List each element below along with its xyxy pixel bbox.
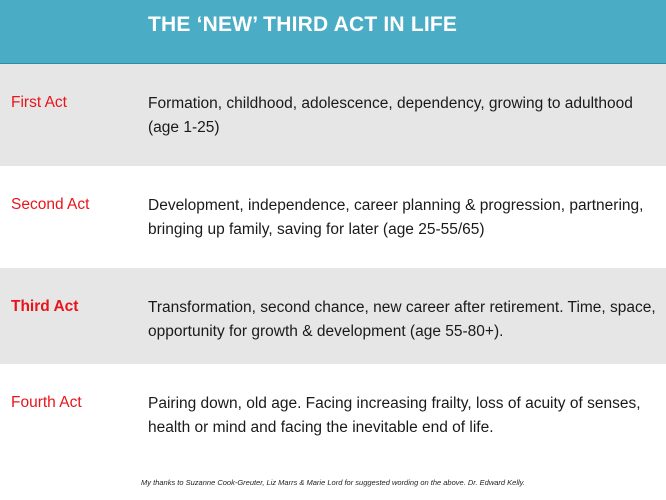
act-description-fourth: Pairing down, old age. Facing increasing frailty, loss of acuity of senses, health or mind and facing the inevitable end of life.	[148, 395, 641, 436]
footnote-credits: My thanks to Suzanne Cook-Greuter, Liz Marrs & Marie Lord for suggested wording on the above. Dr. Edward Kelly.	[141, 478, 525, 487]
act-row-fourth	[0, 365, 666, 468]
title-banner	[0, 0, 666, 64]
act-description-first: Formation, childhood, adolescence, dependency, growing to adulthood (age 1-25)	[148, 95, 633, 136]
act-label-third: Third Act	[11, 298, 79, 315]
act-label-first: First Act	[11, 94, 67, 111]
act-description-second: Development, independence, career planning & progression, partnering, bringing up family, saving for later (age 25-55/65)	[148, 197, 644, 238]
act-row-first	[0, 64, 666, 167]
act-label-fourth: Fourth Act	[11, 394, 82, 411]
page-title: THE ‘NEW’ THIRD ACT IN LIFE	[148, 13, 458, 36]
act-row-second	[0, 167, 666, 268]
act-row-third	[0, 268, 666, 365]
act-description-third: Transformation, second chance, new career after retirement. Time, space, opportunity for growth & development (age 55-80+).	[148, 299, 656, 340]
act-label-second: Second Act	[11, 196, 90, 213]
